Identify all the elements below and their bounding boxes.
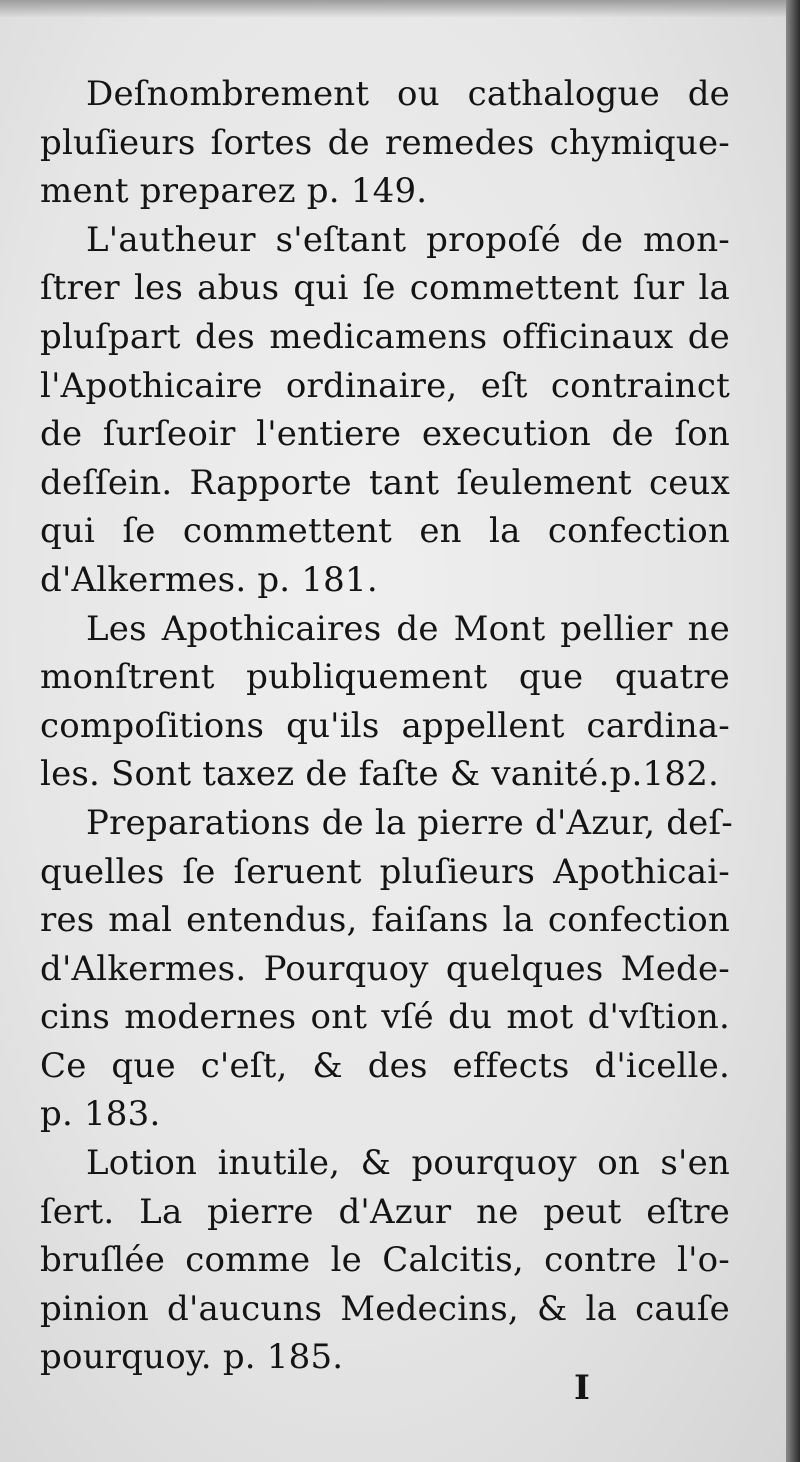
text-line: pluſieurs ſortes de remedes chymique- [40, 122, 730, 163]
text-line: compoſitions qu'ils appellent cardina- [40, 705, 730, 746]
index-entry [40, 1139, 730, 1382]
index-text [40, 70, 733, 1382]
text-line: monſtrent publiquement que quatre [40, 657, 730, 698]
text-line: L'autheur s'eſtant propoſé de mon- [86, 219, 730, 260]
text-line: d'Alkermes. Pourquoy quelques Mede- [40, 948, 730, 989]
text-line: res mal entendus, faiſans la confection [40, 900, 730, 941]
text-line: Deſnombrement ou cathalogue de [86, 74, 730, 114]
index-entry [40, 216, 730, 605]
text-line: Les Apothicaires de Mont pellier ne [86, 608, 730, 649]
page-top-shadow [0, 0, 790, 18]
text-line: l'Apothicaire ordinaire, eſt contrainct [40, 365, 730, 406]
text-line: deſſein. Rapporte tant ſeulement ceux [40, 462, 730, 503]
index-entry [40, 70, 730, 216]
index-entry [40, 605, 730, 799]
text-line: d'Alkermes. p. 181. [40, 559, 378, 600]
text-line: qui ſe commettent en la confection [40, 511, 730, 552]
text-line: Ce que c'eſt, & des effects d'icelle. [40, 1045, 730, 1086]
text-line: bruſlée comme le Calcitis, contre l'o- [40, 1240, 730, 1281]
text-line: ment preparez p. 149. [40, 171, 428, 212]
text-line: cins modernes ont vſé du mot d'vſtion. [40, 997, 730, 1038]
text-line: pluſpart des medicamens officinaux de [40, 316, 730, 357]
text-line: de ſurſeoir l'entiere execution de ſon [40, 414, 730, 455]
text-line: Lotion inutile, & pourquoy on s'en [86, 1143, 730, 1184]
text-line: ſert. La pierre d'Azur ne peut eſtre [40, 1191, 730, 1232]
text-line: pinion d'aucuns Medecins, & la cauſe [40, 1288, 730, 1329]
text-line: p. 183. [40, 1094, 161, 1135]
index-entry [40, 799, 733, 1139]
text-line: ſtrer les abus qui ſe commettent ſur la [40, 268, 730, 309]
text-line: pourquoy. p. 185. [40, 1337, 344, 1378]
text-line: quelles ſe ſeruent pluſieurs Apothicai- [40, 851, 730, 892]
text-line: Preparations de la pierre d'Azur, deſ- [86, 802, 733, 843]
text-line: les. Sont taxez de faſte & vanité.p.182. [40, 754, 720, 795]
page-edge-shadow [786, 0, 800, 1462]
signature-mark: I [574, 1368, 590, 1408]
